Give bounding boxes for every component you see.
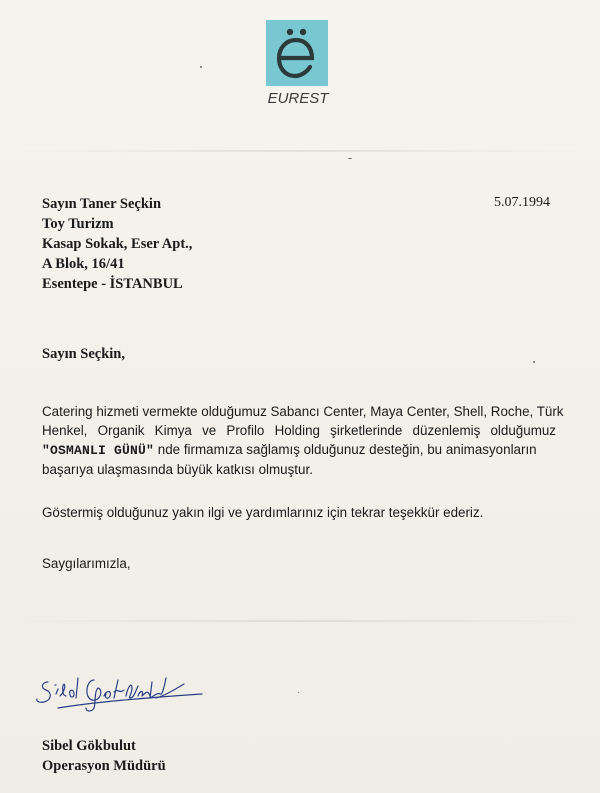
paper-fold	[0, 620, 600, 622]
recipient-name: Sayın Taner Seçkin	[42, 196, 162, 212]
signer-block	[42, 736, 166, 776]
body-line: "OSMANLI GÜNÜ" nde firmamıza sağlamış olduğunuz desteğin, bu animasyonların	[42, 442, 537, 458]
event-name: "OSMANLI GÜNÜ"	[42, 443, 155, 458]
eurest-logo	[266, 20, 328, 86]
letter-date: 5.07.1994	[494, 195, 550, 210]
paper-fold	[0, 150, 600, 152]
signer-name: Sibel Gökbulut	[42, 738, 136, 754]
salutation: Sayın Seçkin,	[42, 346, 125, 362]
paper-speck	[298, 692, 299, 693]
recipient-company: Toy Turizm	[42, 216, 114, 232]
recipient-block: A Blok, 16/41	[42, 256, 125, 272]
body-line: başarıya ulaşmasında büyük katkısı olmuştur.	[42, 462, 313, 477]
thanks-paragraph: Göstermiş olduğunuz yakın ilgi ve yardımlarınız için tekrar teşekkür ederiz.	[42, 505, 484, 520]
body-line: Henkel, Organik Kimya ve Profilo Holding şirketlerinde düzenlemiş olduğumuz	[42, 423, 556, 438]
paper-speck	[200, 66, 202, 68]
paper-speck	[348, 158, 352, 159]
closing: Saygılarımızla,	[42, 556, 131, 571]
body-line: Catering hizmeti vermekte olduğumuz Sabancı Center, Maya Center, Shell, Roche, Türk	[42, 404, 564, 419]
brand-wordmark: EUREST	[267, 90, 329, 107]
handwritten-signature	[34, 668, 214, 714]
paper-speck	[533, 361, 535, 363]
letter-body	[42, 402, 564, 479]
recipient-address	[42, 194, 192, 274]
recipient-city: Esentepe - İSTANBUL	[42, 276, 183, 292]
recipient-street: Kasap Sokak, Eser Apt.,	[42, 236, 193, 252]
signer-title: Operasyon Müdürü	[42, 758, 166, 774]
